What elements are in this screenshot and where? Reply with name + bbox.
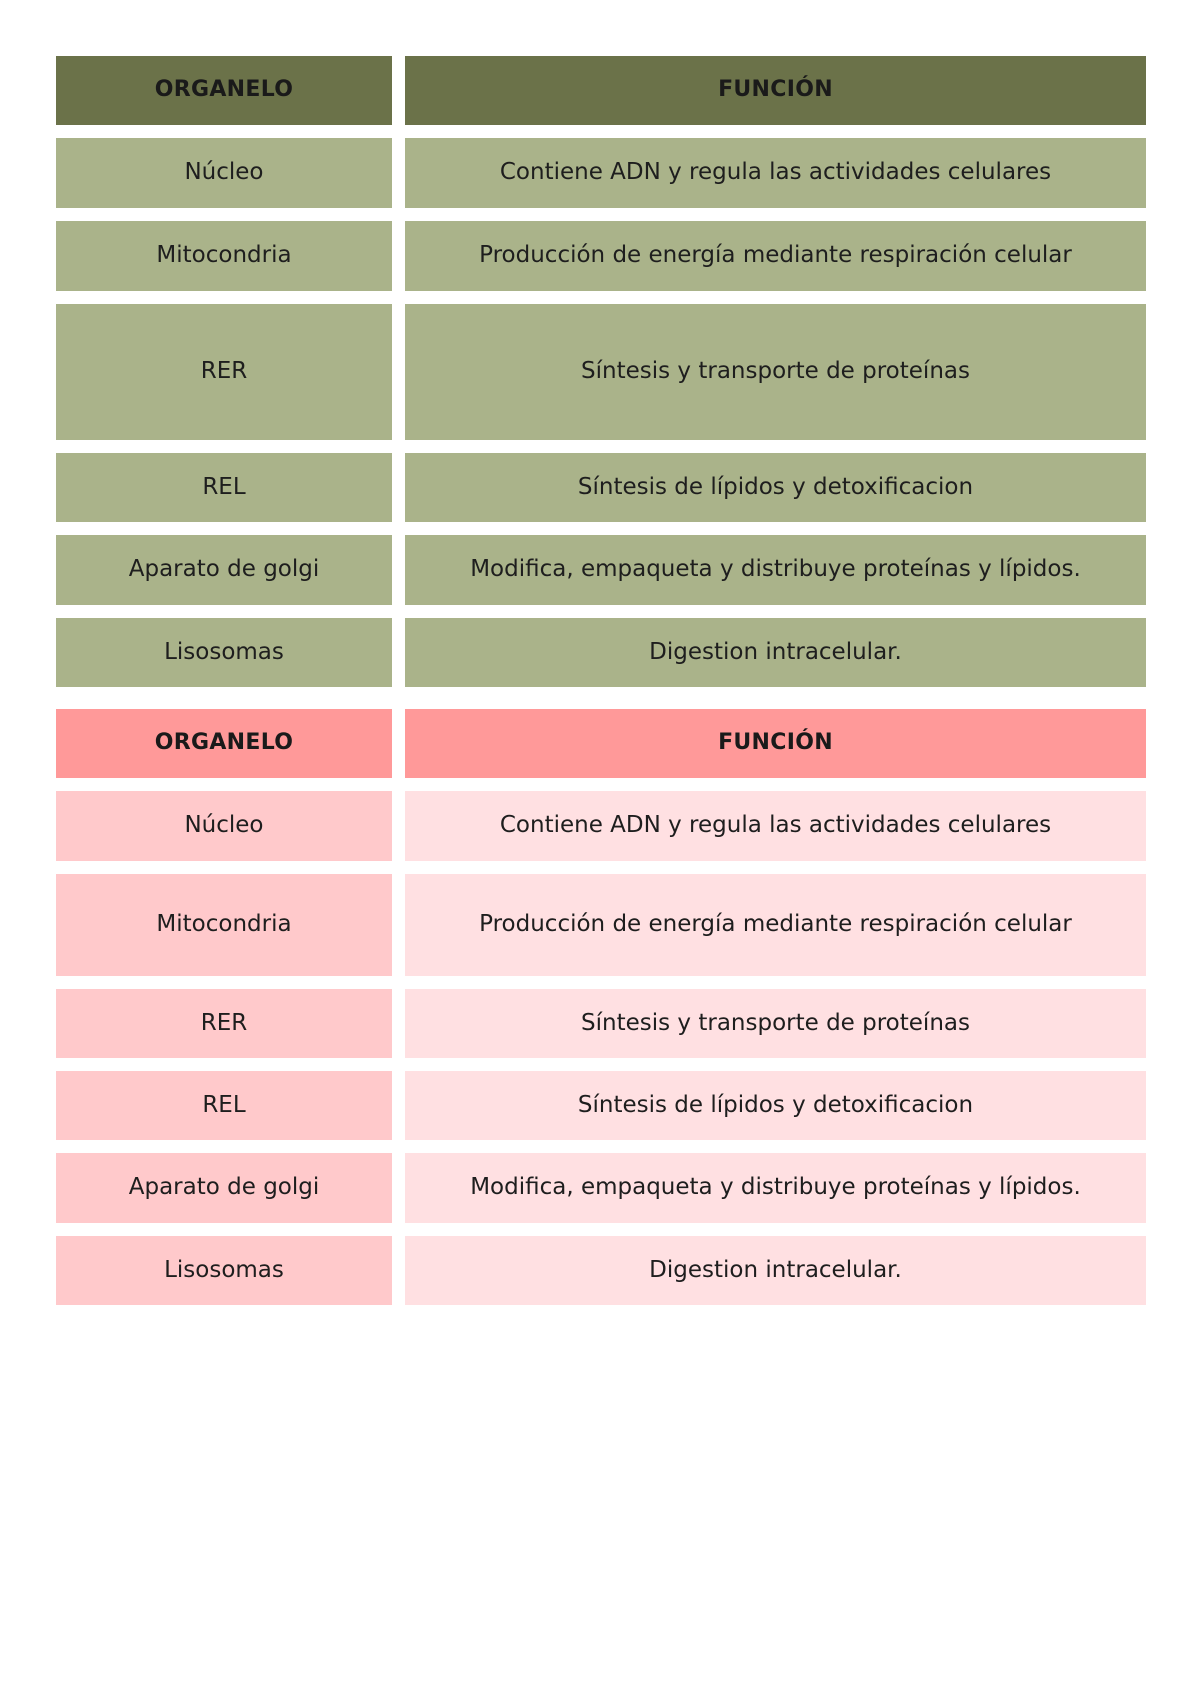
table-row bbox=[56, 791, 1146, 861]
table-row bbox=[56, 1153, 1146, 1223]
table-header-row bbox=[56, 56, 1146, 125]
table-row bbox=[56, 304, 1146, 440]
organelo-cell: Mitocondria bbox=[56, 874, 392, 976]
funcion-cell: Contiene ADN y regula las actividades celulares bbox=[405, 138, 1146, 208]
organelo-cell: Lisosomas bbox=[56, 618, 392, 687]
header-organelo: ORGANELO bbox=[56, 709, 392, 778]
organelo-cell: Aparato de golgi bbox=[56, 1153, 392, 1223]
funcion-cell: Síntesis de lípidos y detoxificacion bbox=[405, 1071, 1146, 1140]
funcion-cell: Síntesis y transporte de proteínas bbox=[405, 304, 1146, 440]
organelo-cell: Aparato de golgi bbox=[56, 535, 392, 605]
funcion-cell: Síntesis de lípidos y detoxificacion bbox=[405, 453, 1146, 522]
funcion-cell: Producción de energía mediante respiración celular bbox=[405, 874, 1146, 976]
organelo-cell: Mitocondria bbox=[56, 221, 392, 291]
funcion-cell: Modifica, empaqueta y distribuye proteínas y lípidos. bbox=[405, 535, 1146, 605]
funcion-cell: Digestion intracelular. bbox=[405, 1236, 1146, 1305]
table-row bbox=[56, 453, 1146, 522]
table-header-row bbox=[56, 709, 1146, 778]
table-row bbox=[56, 1236, 1146, 1305]
table-row bbox=[56, 989, 1146, 1058]
organelo-cell: RER bbox=[56, 989, 392, 1058]
organelo-cell: Núcleo bbox=[56, 791, 392, 861]
funcion-cell: Síntesis y transporte de proteínas bbox=[405, 989, 1146, 1058]
organelle-table-green bbox=[56, 56, 1146, 700]
organelo-cell: RER bbox=[56, 304, 392, 440]
table-row bbox=[56, 874, 1146, 976]
table-row bbox=[56, 221, 1146, 291]
funcion-cell: Digestion intracelular. bbox=[405, 618, 1146, 687]
header-funcion: FUNCIÓN bbox=[405, 709, 1146, 778]
organelle-table-pink bbox=[56, 709, 1146, 1318]
organelo-cell: REL bbox=[56, 453, 392, 522]
funcion-cell: Modifica, empaqueta y distribuye proteínas y lípidos. bbox=[405, 1153, 1146, 1223]
organelo-cell: Lisosomas bbox=[56, 1236, 392, 1305]
table-row bbox=[56, 138, 1146, 208]
header-organelo: ORGANELO bbox=[56, 56, 392, 125]
table-row bbox=[56, 618, 1146, 687]
table-row bbox=[56, 1071, 1146, 1140]
header-funcion: FUNCIÓN bbox=[405, 56, 1146, 125]
organelo-cell: Núcleo bbox=[56, 138, 392, 208]
funcion-cell: Producción de energía mediante respiración celular bbox=[405, 221, 1146, 291]
organelo-cell: REL bbox=[56, 1071, 392, 1140]
funcion-cell: Contiene ADN y regula las actividades celulares bbox=[405, 791, 1146, 861]
table-row bbox=[56, 535, 1146, 605]
